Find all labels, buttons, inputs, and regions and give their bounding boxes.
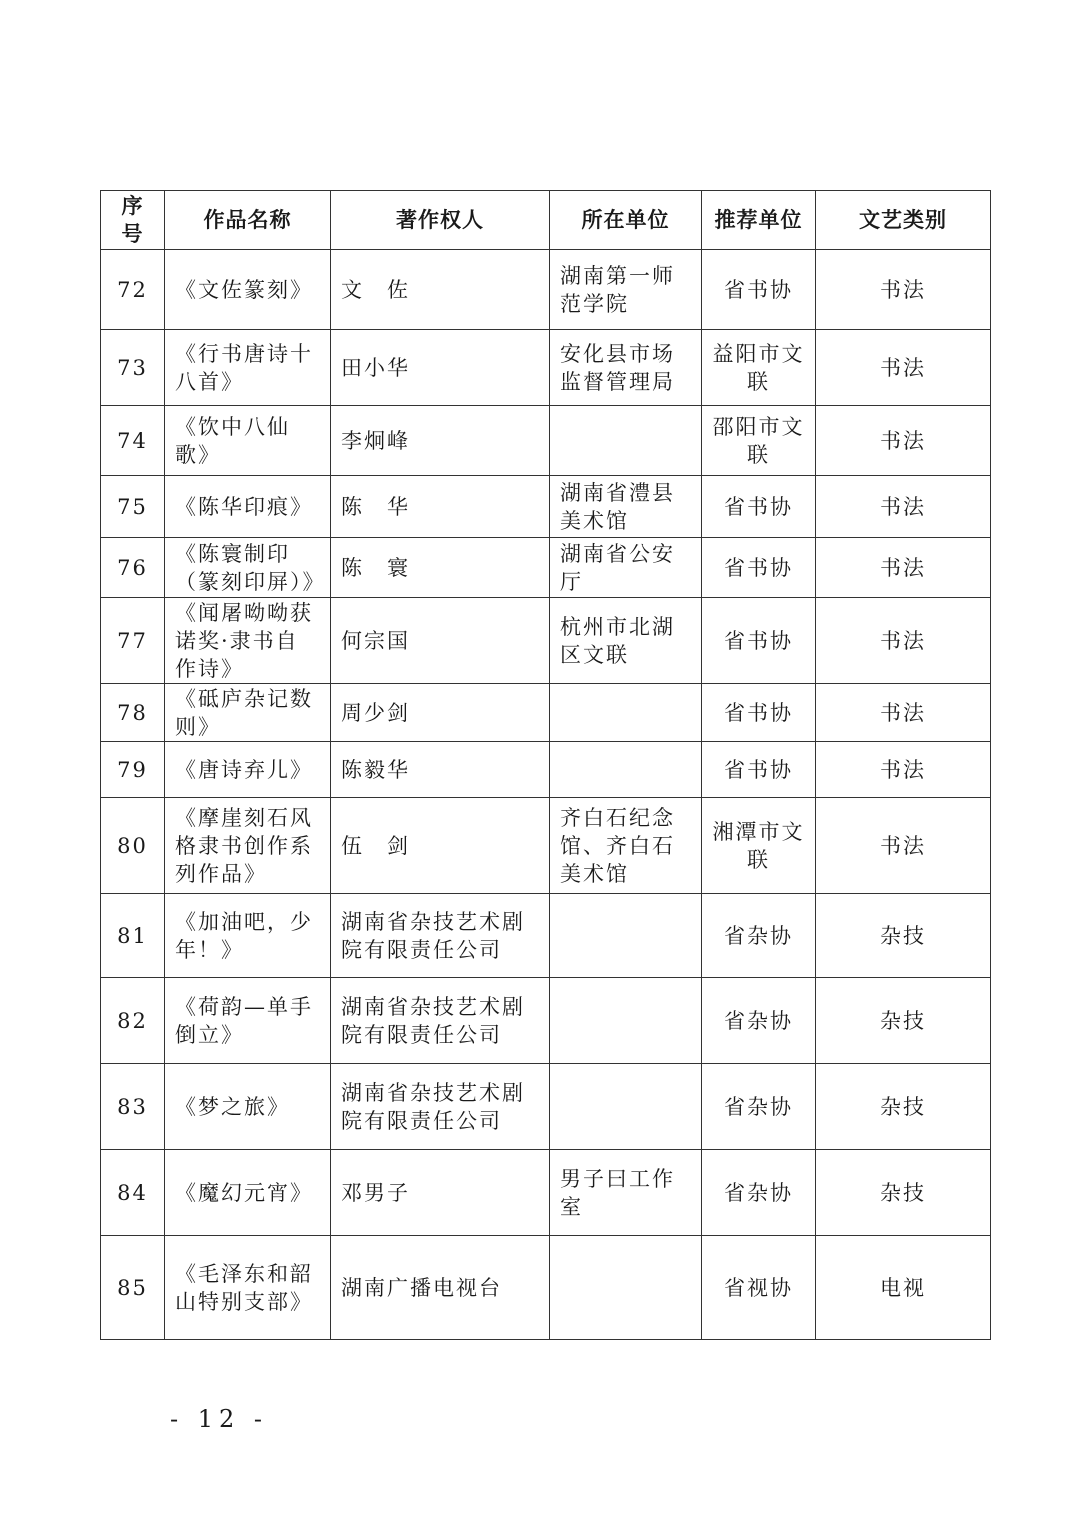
cell-work: 《陈寰制印（篆刻印屏）》 (165, 538, 331, 598)
table-row (101, 598, 991, 684)
cell-no: 75 (101, 476, 165, 538)
header-recommender: 推荐单位 (702, 191, 816, 250)
table-row (101, 1236, 991, 1340)
cell-unit: 男子曰工作室 (550, 1150, 702, 1236)
cell-unit (550, 684, 702, 742)
table-row (101, 1064, 991, 1150)
cell-unit: 杭州市北湖区文联 (550, 598, 702, 684)
cell-unit (550, 978, 702, 1064)
cell-no: 77 (101, 598, 165, 684)
cell-recommender: 省书协 (702, 684, 816, 742)
cell-no: 78 (101, 684, 165, 742)
cell-recommender: 省杂协 (702, 894, 816, 978)
cell-owner: 伍 剑 (331, 798, 550, 894)
cell-recommender: 省杂协 (702, 978, 816, 1064)
table-row (101, 250, 991, 330)
cell-category: 杂技 (816, 894, 991, 978)
cell-unit: 湖南省澧县美术馆 (550, 476, 702, 538)
table-row (101, 476, 991, 538)
cell-work: 《饮中八仙歌》 (165, 406, 331, 476)
cell-recommender: 湘潭市文联 (702, 798, 816, 894)
cell-owner: 陈毅华 (331, 742, 550, 798)
cell-owner: 湖南省杂技艺术剧院有限责任公司 (331, 978, 550, 1064)
cell-work: 《文佐篆刻》 (165, 250, 331, 330)
header-owner: 著作权人 (331, 191, 550, 250)
cell-no: 82 (101, 978, 165, 1064)
cell-category: 杂技 (816, 978, 991, 1064)
header-row (101, 191, 991, 250)
cell-work: 《陈华印痕》 (165, 476, 331, 538)
cell-work: 《梦之旅》 (165, 1064, 331, 1150)
table-row (101, 330, 991, 406)
cell-unit (550, 1236, 702, 1340)
table-row (101, 684, 991, 742)
table-row (101, 406, 991, 476)
cell-unit: 安化县市场监督管理局 (550, 330, 702, 406)
cell-recommender: 益阳市文联 (702, 330, 816, 406)
cell-recommender: 省书协 (702, 538, 816, 598)
cell-no: 72 (101, 250, 165, 330)
cell-no: 84 (101, 1150, 165, 1236)
cell-owner: 湖南省杂技艺术剧院有限责任公司 (331, 894, 550, 978)
header-work: 作品名称 (165, 191, 331, 250)
cell-owner: 周少剑 (331, 684, 550, 742)
cell-no: 85 (101, 1236, 165, 1340)
cell-no: 79 (101, 742, 165, 798)
cell-unit (550, 406, 702, 476)
header-unit: 所在单位 (550, 191, 702, 250)
table-row (101, 538, 991, 598)
cell-recommender: 省书协 (702, 250, 816, 330)
cell-recommender: 省书协 (702, 476, 816, 538)
cell-owner: 湖南广播电视台 (331, 1236, 550, 1340)
cell-category: 书法 (816, 476, 991, 538)
cell-recommender: 省书协 (702, 598, 816, 684)
cell-unit: 齐白石纪念馆、齐白石美术馆 (550, 798, 702, 894)
table-row (101, 894, 991, 978)
cell-owner: 何宗国 (331, 598, 550, 684)
cell-category: 书法 (816, 598, 991, 684)
cell-owner: 田小华 (331, 330, 550, 406)
cell-category: 书法 (816, 538, 991, 598)
cell-no: 81 (101, 894, 165, 978)
table-body (101, 250, 991, 1340)
cell-category: 杂技 (816, 1150, 991, 1236)
table-row (101, 798, 991, 894)
cell-recommender: 省视协 (702, 1236, 816, 1340)
cell-category: 书法 (816, 406, 991, 476)
cell-work: 《毛泽东和韶山特别支部》 (165, 1236, 331, 1340)
cell-work: 《魔幻元宵》 (165, 1150, 331, 1236)
cell-work: 《唐诗弃儿》 (165, 742, 331, 798)
cell-category: 电视 (816, 1236, 991, 1340)
cell-owner: 邓男子 (331, 1150, 550, 1236)
cell-work: 《加油吧，少年！》 (165, 894, 331, 978)
table-row (101, 1150, 991, 1236)
cell-category: 杂技 (816, 1064, 991, 1150)
cell-work: 《闻屠呦呦获诺奖·隶书自作诗》 (165, 598, 331, 684)
award-table (100, 190, 991, 1340)
cell-owner: 湖南省杂技艺术剧院有限责任公司 (331, 1064, 550, 1150)
cell-unit (550, 1064, 702, 1150)
cell-work: 《荷韵—单手倒立》 (165, 978, 331, 1064)
cell-unit (550, 742, 702, 798)
cell-recommender: 省杂协 (702, 1064, 816, 1150)
cell-owner: 李炯峰 (331, 406, 550, 476)
cell-no: 80 (101, 798, 165, 894)
cell-work: 《摩崖刻石风格隶书创作系列作品》 (165, 798, 331, 894)
cell-owner: 文 佐 (331, 250, 550, 330)
cell-unit: 湖南第一师范学院 (550, 250, 702, 330)
cell-recommender: 邵阳市文联 (702, 406, 816, 476)
cell-no: 73 (101, 330, 165, 406)
cell-no: 83 (101, 1064, 165, 1150)
table-row (101, 978, 991, 1064)
table-header (101, 191, 991, 250)
cell-category: 书法 (816, 742, 991, 798)
cell-unit (550, 894, 702, 978)
cell-category: 书法 (816, 250, 991, 330)
cell-no: 74 (101, 406, 165, 476)
page-number: - 12 - (170, 1405, 269, 1433)
cell-recommender: 省杂协 (702, 1150, 816, 1236)
header-category: 文艺类别 (816, 191, 991, 250)
cell-work: 《行书唐诗十八首》 (165, 330, 331, 406)
table-row (101, 742, 991, 798)
cell-category: 书法 (816, 330, 991, 406)
cell-category: 书法 (816, 684, 991, 742)
header-no: 序号 (101, 191, 165, 250)
cell-recommender: 省书协 (702, 742, 816, 798)
cell-owner: 陈 华 (331, 476, 550, 538)
cell-work: 《砥庐杂记数则》 (165, 684, 331, 742)
cell-category: 书法 (816, 798, 991, 894)
cell-no: 76 (101, 538, 165, 598)
cell-unit: 湖南省公安厅 (550, 538, 702, 598)
cell-owner: 陈 寰 (331, 538, 550, 598)
